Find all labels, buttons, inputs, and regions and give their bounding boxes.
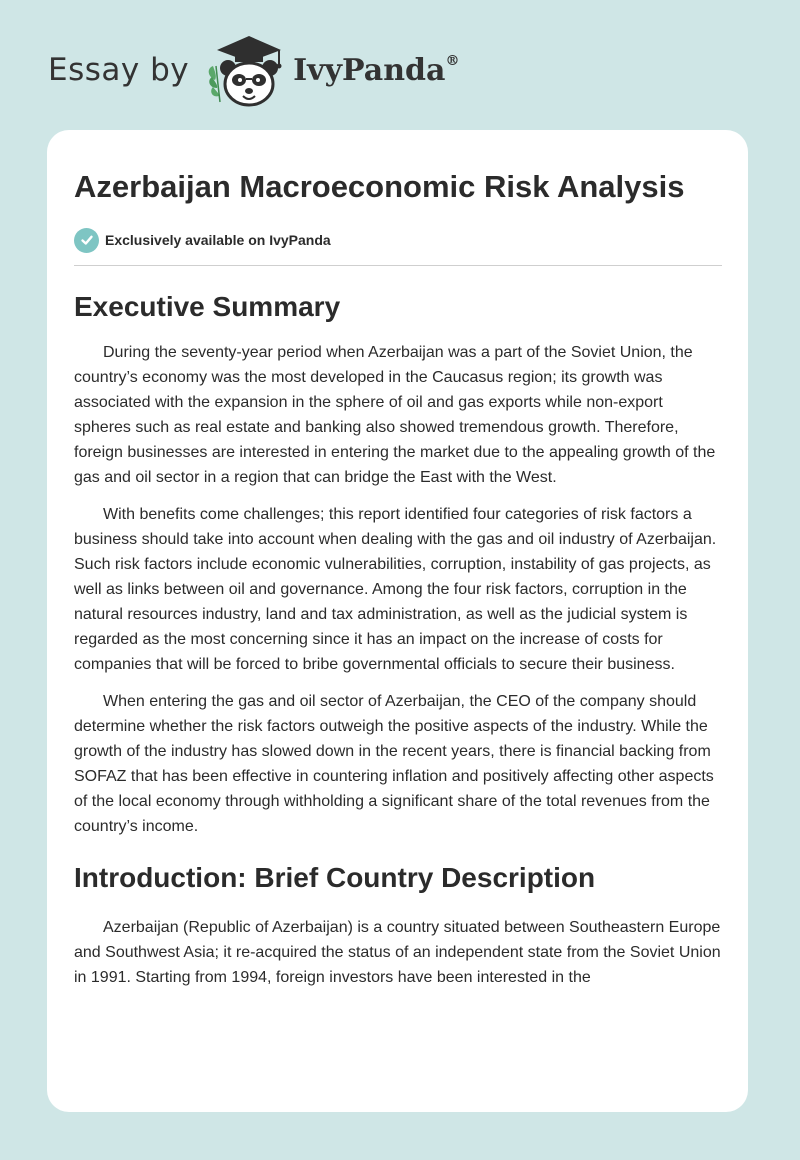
paragraph: When entering the gas and oil sector of Azerbaijan, the CEO of the company should determine whether the risk factors outweigh the positive aspects of the industry. While the growth of the industry has slowed down in the recent years, there is financial backing from SOFAZ that has been effective in countering inflation and positively affecting other aspects of the local economy through withholding a significant share of the total revenues from the country’s income. — [74, 693, 714, 835]
paragraph: Azerbaijan (Republic of Azerbaijan) is a country situated between Southeastern Europe and Southwest Asia; it re-acquired the status of an independent state from the Soviet Union in 1991. Starting from 1994, foreign investors have been interested in the — [74, 919, 721, 986]
exclusive-badge — [74, 227, 721, 253]
exclusive-label: Exclusively available on IvyPanda — [105, 232, 331, 248]
article-title: Azerbaijan Macroeconomic Risk Analysis — [74, 169, 685, 204]
divider — [74, 265, 722, 266]
site-header — [48, 30, 459, 110]
article-card — [47, 130, 748, 1112]
paragraph: During the seventy-year period when Azerbaijan was a part of the Soviet Union, the country’s economy was the most developed in the Caucasus region; its growth was associated with the expansion in the sphere of oil and gas exports while non-export spheres such as real estate and banking also showed tremendous growth. Therefore, foreign businesses are interested in entering the market due to the appealing growth of the gas and oil sector in a region that can bridge the East with the West. — [74, 344, 716, 486]
section-heading: Executive Summary — [74, 291, 341, 322]
registered-mark: ® — [445, 52, 460, 69]
panda-logo-icon[interactable] — [201, 30, 289, 110]
brand-text: IvyPanda — [293, 52, 446, 88]
section-heading: Introduction: Brief Country Description — [74, 862, 596, 893]
brand-name[interactable] — [293, 53, 459, 88]
checkmark-icon — [74, 228, 99, 253]
paragraph: With benefits come challenges; this report identified four categories of risk factors a business should take into account when dealing with the gas and oil industry of Azerbaijan. Such risk factors include economic vulnerabilities, corruption, instability of gas projects, as well as links between oil and governance. Among the four risk factors, corruption in the natural resources industry, land and tax administration, as well as the judicial system is regarded as the most concerning since it has an impact on the increase of costs for companies that will be forced to bribe governmental officials to secure their business. — [74, 506, 717, 673]
essay-by-label: Essay by — [48, 52, 190, 88]
